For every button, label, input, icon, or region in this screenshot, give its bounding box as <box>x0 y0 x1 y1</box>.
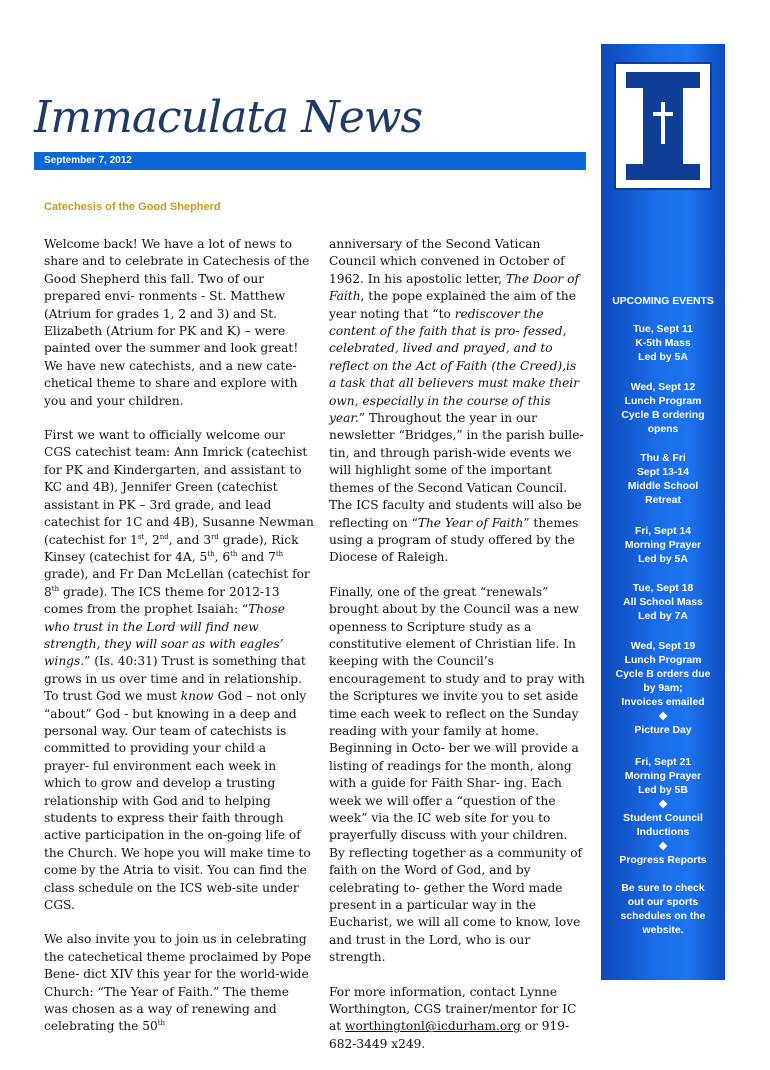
paragraph: Finally, one of the great “renewals” brought about by the Council was a new openness to Scripture study as a constitutive element of Christian life. In keeping with the Council’s encouragement to study and to pray with the Scriptures we invite you to set aside time each week to reflect on the Sunday reading with your family at home. Beginning in Octo- ber we will provide a listing of readings for the month, along with a guide for Faith Shar- ing. Each week we will offer a “question of the week” via the IC web site for you to prayerfully discuss with your children. By reflecting together as a community of faith on the Word of God, and by celebrating to- gether the Word made present in a particular way in the Eucharist, we will all come to know, love and trust in the Lord, who is our strength. <box>329 584 585 965</box>
event-item: Fri, Sept 14 Morning Prayer Led by 5A <box>624 526 702 565</box>
events-sidebar <box>601 44 725 980</box>
article-column-2 <box>329 236 587 1070</box>
school-logo <box>614 62 712 190</box>
event-item: Tue, Sept 18 All School Mass Led by 7A <box>623 583 703 622</box>
article-heading: Catechesis of the Good Shepherd <box>44 201 221 213</box>
issue-date: September 7, 2012 <box>44 155 132 166</box>
letter-i-cross-logo-icon <box>626 72 700 180</box>
paragraph: First we want to officially welcome our CGS catechist team: Ann Imrick (catechist for PK and Kindergarten, and assistant to KC and 4B), Jennifer Green (catechist assistant in PK – 3rd grade, and lead catechist for 1C and 4B), Susanne Newman (catechist for 1st, 2nd, and 3rd grade), Rick Kinsey (catechist for 4A, 5th, 6th and 7th grade), and Fr Dan McLellan (catechist for 8th grade). The ICS theme for 2012-13 comes from the prophet Isaiah: “Those who trust in the Lord will find new strength, they will soar as with eagles’ wings.” (Is. 40:31) Trust is something that grows in us over time and in relationship. To trust God we must know God – not only “about” God - but knowing in a deep and personal way. Our team of catechists is committed to providing your child a prayer- ful environment each week in which to grow and develop a trusting relationship with God and to helping students to express their faith through active participation in the on-going life of the Church. We hope you will make time to come by the Atria to visit. You can find the class schedule on the ICS web-site under CGS. <box>44 428 314 913</box>
diamond-bullet-icon: ❖ <box>658 799 668 811</box>
date-bar <box>34 152 586 170</box>
sports-schedule-note: Be sure to check out our sports schedules on the website. <box>620 883 706 936</box>
pope-quote: rediscover the content of the faith that is pro- fessed, celebrated, lived and prayed, and to reflect on the Act of Faith (the Creed),is a task that all believers must make their own, especially in the course of this year. <box>329 306 580 426</box>
email-link[interactable]: worthingtonl@icdurham.org <box>345 1019 521 1034</box>
diamond-bullet-icon: ❖ <box>658 711 668 723</box>
newsletter-title: Immaculata News <box>34 92 423 143</box>
event-item: Wed, Sept 12 Lunch Program Cycle B ordering opens <box>621 382 705 435</box>
event-item: Wed, Sept 19 Lunch Program Cycle B orders due by 9am; Invoices emailed ❖ Picture Day <box>601 640 725 738</box>
isaiah-quote: Those who trust in the Lord will find new strength, they will soar as with eagles’ wings. <box>44 602 285 669</box>
event-item: Fri, Sept 21 Morning Prayer Led by 5B ❖ Student Council Inductions ❖ Progress Reports <box>601 756 725 868</box>
event-item: Thu & Fri Sept 13-14 Middle School Retreat <box>627 453 699 506</box>
paragraph: anniversary of the Second Vatican Council which convened in October of 1962. In his apostolic letter, The Door of Faith, the pope explained the aim of the year noting that “to rediscover the content of the faith that is pro- fessed, celebrated, lived and prayed, and to reflect on the Act of Faith (the Creed),is a task that all believers must make their own, especially in the course of this year.” Throughout the year in our newsletter “Bridges,” in the parish bulle- tin, and through parish-wide events we will highlight some of the important themes of the Second Vatican Council. The ICS faculty and students will also be reflecting on “The Year of Faith” themes using a program of study offered by the Diocese of Raleigh. <box>329 237 584 565</box>
event-item: Tue, Sept 11 K-5th Mass Led by 5A <box>633 324 693 363</box>
diamond-bullet-icon: ❖ <box>658 841 668 853</box>
paragraph: For more information, contact Lynne Worthington, CGS trainer/mentor for IC at worthingtonl@icdurham.org or 919-682-3449 x249. <box>329 984 577 1051</box>
paragraph: Welcome back! We have a lot of news to share and to celebrate in Catechesis of the Good Shepherd this fall. Two of our prepared envi- ronments - St. Matthew (Atrium for grades 1, 2 and 3) and St. Elizabeth (Atrium for PK and K) – were painted over the summer and look great! We have new catechists, and a new cate- chetical theme to share and explore with you and your children. <box>44 237 310 408</box>
events-heading: UPCOMING EVENTS <box>612 296 714 307</box>
paragraph: We also invite you to join us in celebrating the catechetical theme proclaimed by Pope Bene- dict XIV this year for the world-wide Church: “The Year of Faith.” The theme was chosen as a way of renewing and celebrating the 50th <box>44 932 312 1034</box>
article-column-1 <box>44 236 314 1053</box>
